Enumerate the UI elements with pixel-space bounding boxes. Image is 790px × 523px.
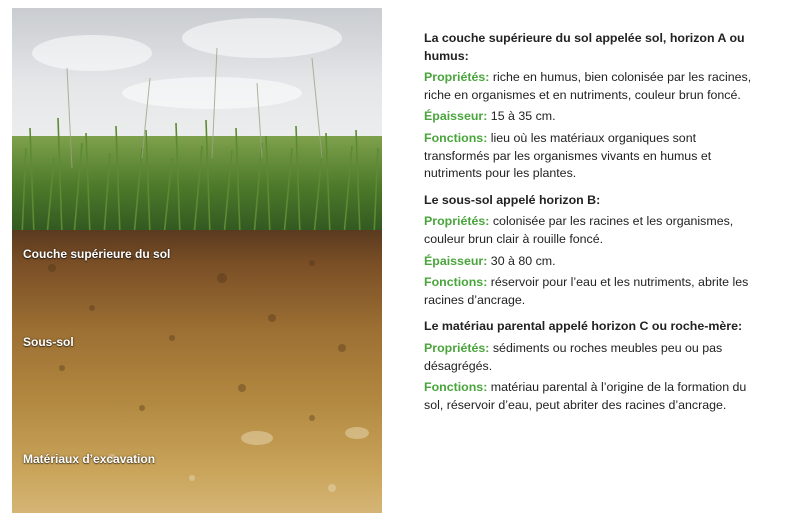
properties-value: sédiments ou roches meubles peu ou pas désagrégés. <box>424 340 723 373</box>
horizon-descriptions <box>424 30 764 423</box>
horizon-a-functions <box>424 130 764 183</box>
horizon-b-title: Le sous-sol appelé horizon B: <box>424 192 601 207</box>
functions-value: matériau parental à l’origine de la formation du sol, réservoir d’eau, peut abriter des racines d’ancrage. <box>424 380 747 412</box>
properties-key: Propriétés: <box>424 70 490 85</box>
properties-key: Propriétés: <box>424 214 490 229</box>
functions-value: lieu où les matériaux organiques sont transformés par les organismes vivants en humus et nutriments pour les plantes. <box>424 130 712 181</box>
horizon-c-functions <box>424 379 764 414</box>
thickness-value: 15 à 35 cm. <box>487 109 556 124</box>
properties-value: colonisée par les racines et les organismes, couleur brun clair à rouille foncé. <box>424 214 734 246</box>
label-topsoil: Couche supérieure du sol <box>23 247 171 261</box>
horizon-c-section <box>424 318 764 414</box>
thickness-key: Épaisseur: <box>424 253 488 268</box>
soil-profile-photo <box>12 8 382 513</box>
functions-key: Fonctions: <box>424 380 488 395</box>
properties-key: Propriétés: <box>424 340 490 355</box>
soil-layers <box>12 230 382 513</box>
horizon-b-section <box>424 192 764 310</box>
horizon-a-section <box>424 30 764 183</box>
horizon-b-thickness <box>424 253 764 271</box>
horizon-a-title: La couche supérieure du sol appelée sol, horizon A ou humus: <box>424 31 745 63</box>
label-excavation: Matériaux d’excavation <box>23 452 156 466</box>
functions-key: Fonctions: <box>424 275 488 290</box>
functions-value: réservoir pour l’eau et les nutriments, abrite les racines d’ancrage. <box>424 275 749 307</box>
horizon-b-functions <box>424 274 764 309</box>
horizon-c-properties <box>424 340 764 375</box>
horizon-c-title: Le matériau parental appelé horizon C ou roche-mère: <box>424 319 743 334</box>
thickness-value: 30 à 80 cm. <box>487 253 556 268</box>
horizon-a-properties <box>424 69 764 104</box>
thickness-key: Épaisseur: <box>424 109 488 124</box>
horizon-b-properties <box>424 213 764 248</box>
horizon-a-thickness <box>424 108 764 126</box>
label-subsoil: Sous-sol <box>23 335 74 349</box>
functions-key: Fonctions: <box>424 130 488 145</box>
properties-value: riche en humus, bien colonisée par les racines, riche en organismes et en nutriments, couleur brun foncé. <box>424 70 752 102</box>
